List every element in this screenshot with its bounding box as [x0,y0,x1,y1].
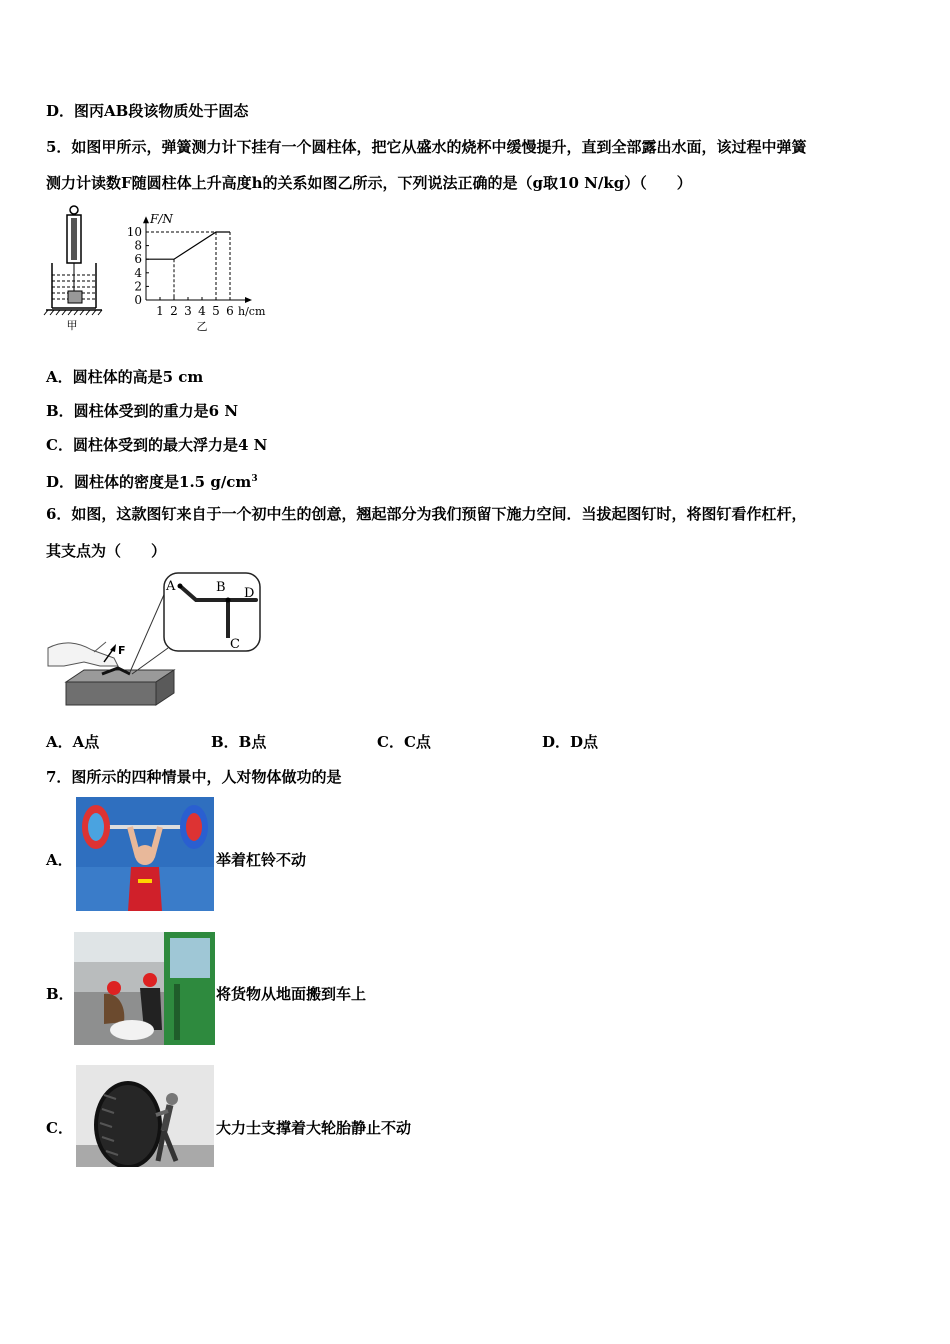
q7-stem: 7．图所示的四种情景中，人对物体做功的是 [46,768,342,786]
q7-photo-loading-goods [74,932,215,1045]
q6-stem-line2: 其支点为（ ） [46,542,167,560]
x-tick-label: 3 [184,304,192,318]
fig-jia-label: 甲 [66,319,78,332]
y-tick-label: 10 [126,225,142,239]
y-tick-label: 0 [134,293,142,307]
q7-option-b-letter: B． [46,985,74,1003]
x-tick-label: 4 [198,304,206,318]
q7-option-c-letter: C． [46,1119,73,1137]
x-tick-label: 1 [156,304,164,318]
x-axis-arrow [245,297,252,303]
q6-option-c: C．C点 [377,733,431,751]
label-f: F [118,644,126,657]
q7-photo-tire [76,1065,214,1167]
label-b: B [216,580,226,595]
q5-option-c: C．圆柱体受到的最大浮力是4 N [46,436,268,454]
y-tick-label: 6 [134,252,142,267]
x-tick-label: 6 [226,304,234,318]
q5-stem-line1: 5．如图甲所示，弹簧测力计下挂有一个圆柱体，把它从盛水的烧杯中缓慢提升，直到全部露出水面，该过程中弹簧 [46,138,807,156]
q5-option-d-sup: 3 [251,474,258,484]
q5-figure-jia [42,203,104,333]
q4-option-d: D．图丙AB段该物质处于固态 [46,102,249,120]
chart-xlabel: h/cm [238,305,266,318]
label-d: D [244,586,255,601]
label-c: C [230,637,240,652]
y-axis-arrow [143,216,149,223]
q5-option-a: A．圆柱体的高是5 cm [46,368,204,386]
label-a: A [166,579,176,594]
q7-option-a-letter: A． [46,851,73,869]
y-tick-label: 2 [134,279,142,294]
chart-ylabel: F/N [150,212,173,227]
x-tick-label: 2 [170,304,178,318]
q6-option-b: B．B点 [211,733,267,751]
q7-photo-weightlifter [76,797,214,911]
q5-option-d [46,469,258,492]
q5-option-b: B．圆柱体受到的重力是6 N [46,402,239,420]
q6-stem-line1: 6．如图，这款图钉来自于一个初中生的创意，翘起部分为我们预留下施力空间．当拔起图钉时，将图钉看作杠杆， [46,505,807,523]
fig-yi-label: 乙 [196,320,208,333]
q6-figure-thumbtack [44,570,266,712]
q7-option-c-caption: 大力士支撑着大轮胎静止不动 [216,1119,412,1137]
y-tick-label: 8 [134,238,142,253]
q7-option-b-caption: 将货物从地面搬到车上 [216,985,367,1003]
series-line [146,232,230,259]
x-tick-label: 5 [212,304,220,318]
q6-option-d: D．D点 [542,733,599,751]
q5-option-d-text: D．圆柱体的密度是1.5 g/cm [46,473,252,491]
q5-chart-yi [120,200,280,335]
y-tick-label: 4 [134,265,142,280]
q6-option-a: A．A点 [46,733,100,751]
q7-option-a-caption: 举着杠铃不动 [216,851,307,869]
q5-stem-line2: 测力计读数F随圆柱体上升高度h的关系如图乙所示，下列说法正确的是（g取10 N/kg）（ ） [46,174,692,192]
